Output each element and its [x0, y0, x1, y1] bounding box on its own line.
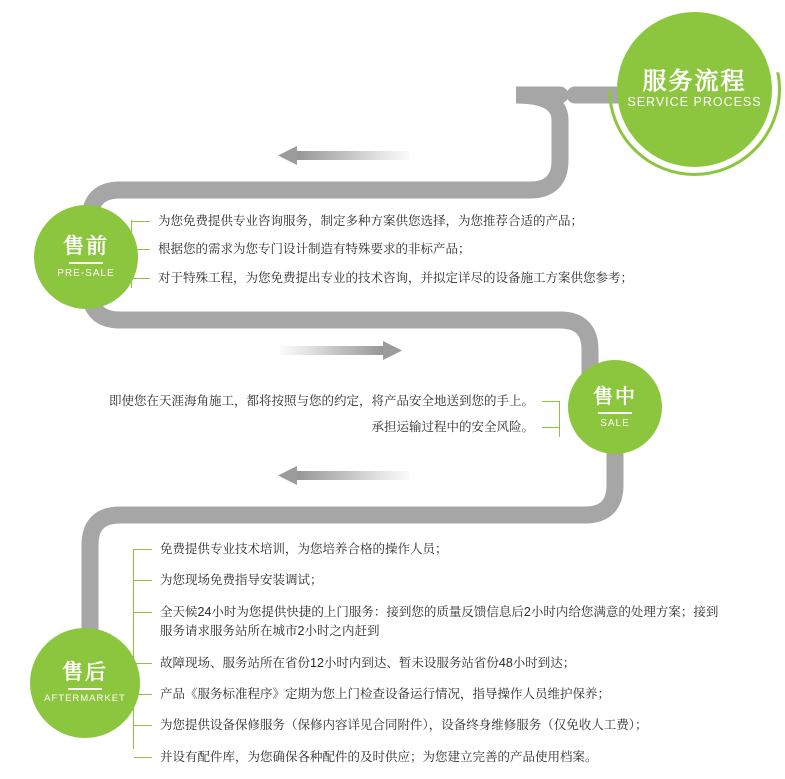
- bullet-dash-icon: [132, 278, 150, 279]
- list-item: [132, 212, 633, 231]
- pre-sale-items: [131, 212, 633, 288]
- node-sale[interactable]: [568, 360, 662, 454]
- bullet-dash-icon: [132, 221, 150, 222]
- divider: [598, 412, 632, 414]
- list-item: [132, 240, 633, 259]
- node-sale-en: SALE: [600, 417, 630, 429]
- bullet-dash-icon: [134, 549, 152, 550]
- arrow-to-sale: [280, 341, 402, 360]
- node-pre-sale-cn: 售前: [63, 234, 109, 258]
- sale-items: [108, 392, 560, 445]
- title-cn: 服务流程: [642, 68, 747, 96]
- aftermarket-item-3: 全天候24小时为您提供快捷的上门服务：接到您的质量反馈信息后2小时内给您满意的处理方案；接到服务请求服务站所在城市2小时之内赶到: [160, 604, 719, 639]
- bullet-dash-icon: [134, 663, 152, 664]
- title-en: SERVICE PROCESS: [627, 94, 762, 109]
- divider: [69, 262, 103, 264]
- list-item: [134, 685, 720, 704]
- list-item: [134, 748, 720, 767]
- bullet-dash-icon: [134, 725, 152, 726]
- pre-sale-spine: [131, 220, 132, 288]
- list-item: [134, 571, 720, 590]
- list-item: [134, 603, 720, 642]
- aftermarket-spine: [133, 549, 134, 749]
- arrow-to-presale: [278, 146, 410, 165]
- list-item: [134, 540, 720, 559]
- aftermarket-items: [133, 540, 720, 779]
- aftermarket-item-4: 故障现场、服务站所在省份12小时内到达、暂未设服务站省份48小时到达；: [160, 655, 576, 670]
- bullet-dash-icon: [542, 401, 560, 402]
- bullet-dash-icon: [134, 757, 152, 758]
- node-service-process-title: [617, 12, 772, 167]
- node-aftermarket-cn: 售后: [62, 661, 108, 685]
- list-item: [132, 269, 633, 288]
- bullet-dash-icon: [134, 612, 152, 613]
- pre-sale-item-3: 对于特殊工程，为您免费提出专业的技术咨询，并拟定详尽的设备施工方案供您参考；: [158, 270, 634, 285]
- arrow-to-aftermarket: [278, 466, 410, 485]
- sale-spine: [559, 401, 560, 437]
- node-pre-sale[interactable]: [34, 205, 138, 309]
- node-aftermarket[interactable]: [30, 628, 140, 738]
- pre-sale-item-2: 根据您的需求为您专门设计制造有特殊要求的非标产品；: [158, 242, 471, 257]
- aftermarket-item-2: 为您现场免费指导安装调试；: [160, 573, 323, 588]
- bullet-dash-icon: [542, 427, 560, 428]
- aftermarket-item-6: 为您提供设备保修服务（保修内容详见合同附件），设备终身维修服务（仅免收人工费）；: [160, 718, 648, 733]
- node-aftermarket-en: AFTERMARKET: [44, 693, 126, 705]
- list-item: [134, 716, 720, 735]
- aftermarket-item-7: 并设有配件库，为您确保各种配件的及时供应；为您建立完善的产品使用档案。: [160, 749, 598, 764]
- sale-item-1: 即使您在天涯海角施工，都将按照与您的约定，将产品安全地送到您的手上。: [108, 394, 534, 408]
- list-item: [371, 418, 560, 437]
- bullet-dash-icon: [132, 249, 150, 250]
- sale-item-2: 承担运输过程中的安全风险。: [371, 420, 534, 435]
- pre-sale-item-1: 为您免费提供专业咨询服务，制定多种方案供您选择，为您推荐合适的产品；: [158, 214, 584, 228]
- node-sale-cn: 售中: [593, 385, 637, 408]
- bullet-dash-icon: [134, 694, 152, 695]
- list-item: [134, 654, 720, 673]
- aftermarket-item-1: 免费提供专业技术培训，为您培养合格的操作人员；: [160, 542, 448, 556]
- bullet-dash-icon: [134, 580, 152, 581]
- list-item: [109, 392, 560, 411]
- divider: [68, 688, 102, 690]
- node-pre-sale-en: PRE-SALE: [57, 268, 115, 280]
- aftermarket-item-5: 产品《服务标准程序》定期为您上门检查设备运行情况，指导操作人员维护保养；: [160, 686, 611, 701]
